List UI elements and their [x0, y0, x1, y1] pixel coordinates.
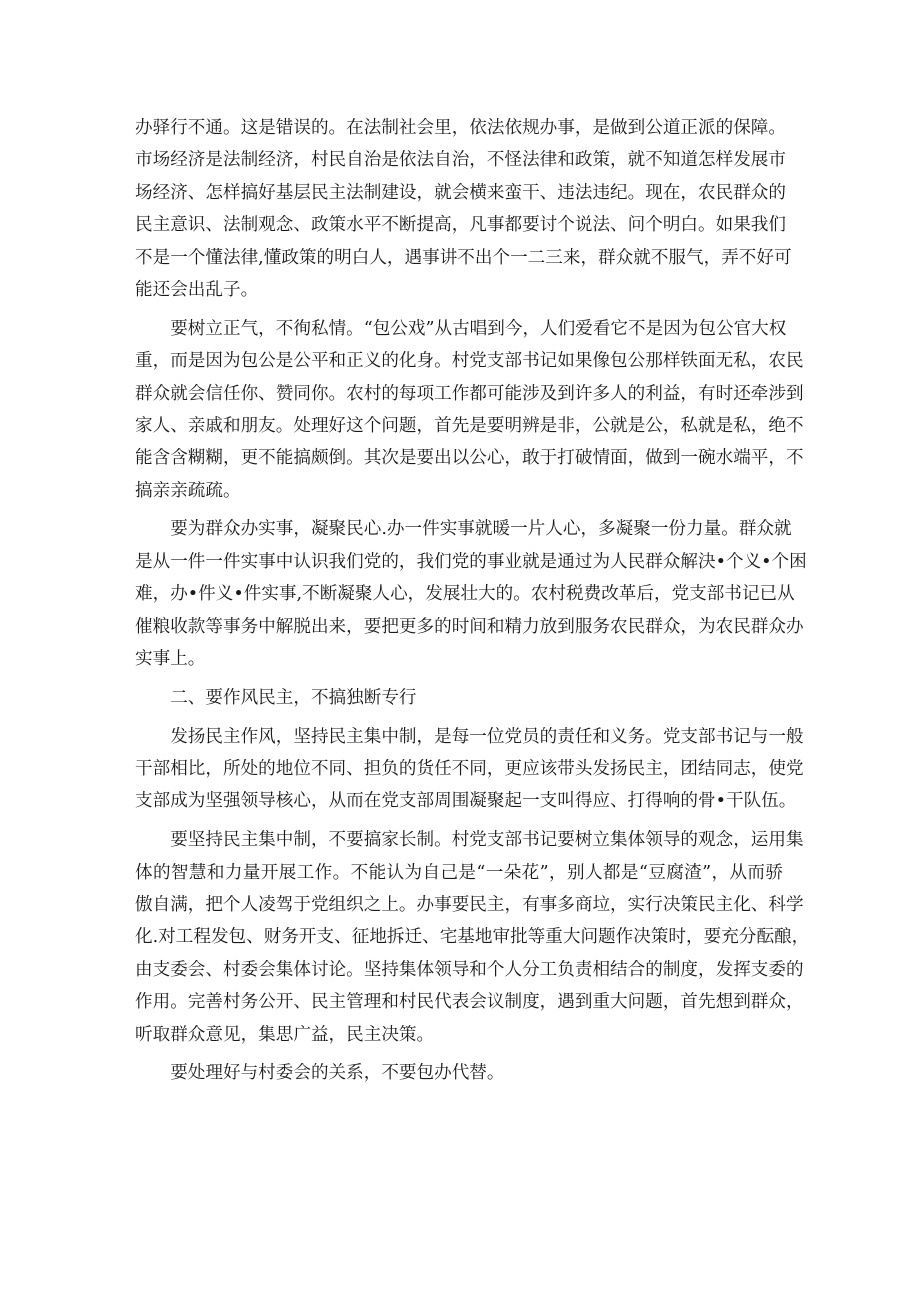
text-line: 场经济、怎样搞好基层民主法制建设，就会横来蛮干、违法违纪。现在，农民群众的: [135, 182, 786, 203]
text-line: 能还会出乱子。: [135, 279, 259, 300]
text-line: 能含含糊糊，更不能搞颇倒。其次是要出以公心，敢于打破情面，做到一碗水端平，不: [135, 448, 804, 469]
text-line: 重，而是因为包公是公平和正义的化身。村党支部书记如果像包公那样铁面无私，农民: [135, 351, 804, 372]
text-line: 体的智慧和力量开展工作。不能认为自己是“一朵花”，别人都是“豆腐渣”，从而骄: [135, 862, 783, 883]
text-line: 干部相比，所处的地位不同、担负的货任不同，更应该带头发扬民主，团结同志，使党: [135, 758, 804, 779]
text-line: 群众就会信任你、赞同你。农村的每项工作都可能涉及到许多人的利益，有时还牵涉到: [135, 383, 804, 404]
text-line: 不是一个懂法律,懂政策的明白人，遇事讲不出个一二三来，群众就不服气，弄不好可: [135, 247, 792, 268]
text-line: 听取群众意见，集思广益，民主决策。: [135, 1024, 435, 1045]
text-line: 难，办•件义•件实事,不断凝聚人心，发展壮大的。农村税费改革后，党支部书记已从: [135, 584, 795, 605]
text-line: 市场经济是法制经济，村民自治是依法自治，不怪法律和政策，就不知道怎样发展市: [135, 150, 786, 171]
text-line: 搞亲亲疏疏。: [135, 480, 241, 501]
text-line: 催粮收款等事务中解脱出来，要把更多的时间和精力放到服务农民群众，为农民群众办: [135, 616, 804, 637]
text-line: 由支委会、村委会集体讨论。坚持集体领导和个人分工负责相结合的制度，发挥支委的: [135, 959, 804, 980]
document-body: [135, 112, 810, 1096]
text-line: 实事上。: [135, 649, 206, 670]
section-heading: [135, 682, 783, 714]
text-line: 办驿行不通。这是错误的。在法制社会里，依法依规办事，是做到公道正派的保障。: [135, 118, 786, 138]
text-line: 要处理好与村委会的关系，不要包办代替。: [170, 1063, 505, 1084]
text-line: 发扬民主作风，坚持民主集中制，是每一位党员的责任和义务。党支部书记与一般: [170, 726, 804, 747]
text-line: 要坚持民主集中制，不要搞家长制。村党支部书记要树立集体领导的观念，运用集: [170, 830, 804, 851]
text-line: 家人、亲戚和朋友。处理好这个问题，首先是要明辨是非，公就是公，私就是私，绝不: [135, 415, 804, 436]
text-line: 化.对工程发包、财务开支、征地拆迁、宅基地审批等重大问题作决策时，要充分酝酿，: [135, 927, 810, 948]
text-line: 傲自满，把个人凌驾于党组织之上。办事要民主，有事多商垃，实行决策民主化、科学: [135, 894, 804, 915]
text-line: 作用。完善村务公开、民主管理和村民代表会议制度，遇到重大问题，首先想到群众，: [135, 992, 804, 1013]
paragraph-3: [135, 513, 807, 675]
text-line: 民主意识、法制观念、政策水平不断提高，凡事都要讨个说法、问个明白。如果我们: [135, 215, 786, 236]
paragraph-1: [135, 112, 792, 306]
text-line: 要树立正气，不徇私情。“包公戏”从古唱到今，人们爱看它不是因为包公官大权: [170, 318, 787, 339]
text-line: 支部成为坚强领导核心，从而在党支部周围凝聚起一支叫得应、打得响的骨•干队伍。: [135, 791, 797, 812]
text-line: 是从一件一件实事中认识我们党的，我们党的事业就是通过为人民群众解決•个义•个困: [135, 551, 807, 572]
paragraph-2: [135, 313, 804, 507]
paragraph-4: [135, 721, 804, 818]
heading-text: 二、要作风民主，不搞独断专行: [170, 687, 417, 708]
text-line: 要为群众办实事，凝聚民心.办一件实事就暖一片人心，多凝聚一份力量。群众就: [170, 519, 792, 540]
paragraph-6: [135, 1057, 783, 1089]
paragraph-5: [135, 824, 810, 1051]
